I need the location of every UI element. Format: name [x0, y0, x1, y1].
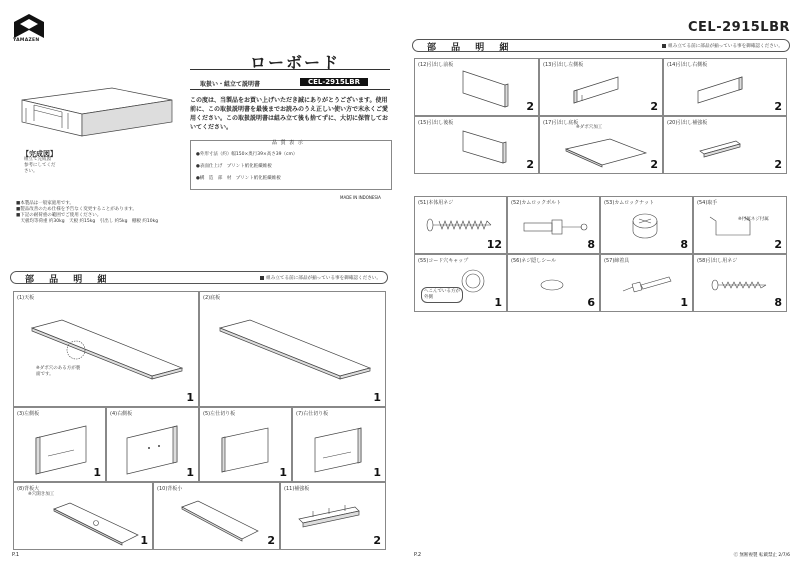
part-qty: 1 — [186, 391, 194, 404]
page-number-2: P.2 — [414, 552, 422, 558]
part-qty: 2 — [650, 158, 658, 171]
cord-cap-icon — [459, 267, 489, 297]
part-qty: 8 — [587, 238, 595, 251]
drawer-reinforcement-drawing — [700, 139, 750, 163]
copyright: Ⓒ 無断複製 転載禁止 2/7/6 — [733, 553, 790, 558]
part-label: (58)引出し用ネジ — [697, 258, 738, 264]
parts-header-p2 — [412, 39, 790, 52]
back-board-small-drawing — [182, 499, 272, 547]
drawer-screw-icon — [710, 275, 774, 295]
part-qty: 1 — [93, 466, 101, 479]
quality-row-2: ●表面仕上げ プリント紙化粧繊維板 — [196, 164, 272, 169]
parts-header-note: 組み立てる前に部品が揃っている事を御確認ください。 — [668, 44, 783, 49]
cam-lock-bolt-icon — [522, 217, 592, 237]
drawer-part-20 — [663, 116, 787, 174]
right-side-board-drawing — [127, 422, 187, 478]
right-divider-drawing — [315, 422, 375, 478]
part-label: (2)底板 — [203, 295, 221, 301]
square-bullet-icon — [662, 44, 666, 48]
part-label: (3)左側板 — [17, 411, 40, 417]
complete-note: 組立て完成図 参考にしてください。 — [24, 157, 56, 174]
hardware-52 — [507, 196, 600, 254]
part-label: (56)ネジ隠しシール — [511, 258, 557, 264]
intro-text: この度は、当製品をお買い上げいただき誠にありがとうございます。使用前に、この取扱説明書を最後までお読みのうえ正しい使い方で末永くご愛用ください。この取扱説明書は組み立て後も捨てずに、大切に保管しておいてください。 — [190, 97, 389, 131]
part-label: (10)背板小 — [157, 486, 183, 492]
drawer-part-13 — [539, 58, 663, 116]
cam-lock-nut-icon — [631, 211, 661, 245]
part-qty: 1 — [186, 466, 194, 479]
part-label: (17)引出し底板 — [543, 120, 579, 126]
part-note: ※付属ネジ付属 — [738, 217, 769, 222]
brand-name: YAMAZEN — [13, 38, 40, 43]
part-qty: 8 — [680, 238, 688, 251]
part-qty: 2 — [774, 100, 782, 113]
part-label: (54)取手 — [697, 200, 718, 206]
part-label: (4)右側板 — [110, 411, 133, 417]
part-cell-11 — [280, 482, 386, 550]
part-qty: 2 — [774, 158, 782, 171]
part-qty: 1 — [279, 466, 287, 479]
drawer-back-drawing — [463, 127, 523, 173]
left-note-3: ■下記の耐荷重の範囲でご使用ください。 — [16, 213, 102, 218]
part-note: ※ダボ穴のある方が裏面です。 — [36, 366, 81, 377]
part-qty: 8 — [774, 296, 782, 309]
screw-icon — [425, 215, 501, 235]
part-label: (52)カムロックボルト — [511, 200, 562, 206]
part-label: (12)引出し前板 — [418, 62, 454, 68]
part-label: (8)背板大 — [17, 486, 40, 492]
part-label: (15)引出し後板 — [418, 120, 454, 126]
part-qty: 6 — [587, 296, 595, 309]
part-qty: 2 — [267, 534, 275, 547]
part-label: (13)引出し左側板 — [543, 62, 584, 68]
hardware-57 — [600, 254, 693, 312]
part-label: (5)左仕切り板 — [203, 411, 236, 417]
part-qty: 2 — [373, 534, 381, 547]
parts-header-title: 部 品 明 細 — [25, 275, 113, 285]
part-qty: 1 — [140, 534, 148, 547]
part-cell-2 — [199, 291, 386, 407]
part-qty: 2 — [526, 158, 534, 171]
drawer-part-17 — [539, 116, 663, 174]
hardware-53 — [600, 196, 693, 254]
drawer-part-14 — [663, 58, 787, 116]
screw-cover-sticker-icon — [538, 277, 568, 293]
part-cell-6 — [292, 407, 386, 482]
back-board-large-drawing — [54, 501, 144, 549]
parts-header-title: 部 品 明 細 — [427, 43, 515, 53]
part-qty: 12 — [486, 238, 502, 251]
part-cell-4 — [106, 407, 199, 482]
left-note-4: 天板均等荷重 約30kg 天板 約15kg 引出し 約5kg 棚板 約10kg — [16, 219, 159, 224]
drawer-part-12 — [414, 58, 539, 116]
left-note-1: ■本製品は一般家庭用です。 — [16, 201, 74, 206]
part-note: ※ダボ穴加工 — [576, 125, 603, 130]
part-note: へこんでいる方が外側 — [421, 287, 463, 303]
product-title: ローボード — [250, 53, 341, 72]
manual-label: 取扱い・組立て説明書 — [200, 81, 261, 88]
part-qty: 1 — [680, 296, 688, 309]
part-qty: 2 — [774, 238, 782, 251]
handle-icon — [706, 213, 756, 243]
drawer-right-side-drawing — [698, 71, 758, 111]
hardware-54 — [693, 196, 787, 254]
drawer-left-side-drawing — [574, 71, 634, 111]
part-label: (53)カムロックナット — [604, 200, 655, 206]
reinforcement-board-drawing — [299, 497, 369, 537]
complete-label: 【完成図】 — [22, 150, 57, 158]
part-cell-5 — [199, 407, 292, 482]
part-label: (7)右仕切り板 — [296, 411, 329, 417]
part-label: (57)締着具 — [604, 258, 630, 264]
part-label: (51)本体用ネジ — [418, 200, 454, 206]
part-qty: 1 — [373, 391, 381, 404]
part-cell-3 — [13, 407, 106, 482]
complete-drawing — [12, 88, 182, 148]
parts-header-p1 — [10, 271, 388, 284]
quality-row-3: ●構 造 部 材 プリント紙化粧繊維板 — [196, 176, 281, 181]
part-label: (11)補強板 — [284, 486, 310, 492]
left-side-board-drawing — [36, 422, 96, 478]
part-label: (14)引出し右側板 — [667, 62, 708, 68]
made-in: MADE IN INDONESIA — [340, 195, 381, 200]
part-cell-1 — [13, 291, 199, 407]
drawer-part-15 — [414, 116, 539, 174]
part-qty: 2 — [526, 100, 534, 113]
part-cell-8 — [13, 482, 153, 550]
drawer-bottom-drawing — [566, 135, 646, 171]
quality-label: 品 質 表 示 — [272, 140, 304, 146]
hardware-56 — [507, 254, 600, 312]
parts-header-note: 組み立てる前に部品が揃っている事を御確認ください。 — [266, 276, 381, 281]
part-label: (1)天板 — [17, 295, 35, 301]
square-bullet-icon — [260, 276, 264, 280]
yamazen-logo-icon — [14, 14, 44, 38]
left-divider-drawing — [222, 422, 282, 478]
part-cell-10 — [153, 482, 280, 550]
part-qty: 2 — [650, 100, 658, 113]
part-note: ※穴開き加工 — [28, 492, 55, 497]
hardware-58 — [693, 254, 787, 312]
hardware-55 — [414, 254, 507, 312]
bottom-board-drawing — [220, 314, 380, 384]
manual-model: CEL-2915LBR — [300, 78, 368, 86]
part-qty: 1 — [373, 466, 381, 479]
drawer-front-drawing — [463, 67, 523, 113]
fastener-icon — [621, 275, 677, 299]
part-label: (55)コード穴キャップ — [418, 258, 469, 264]
page-number-1: P.1 — [12, 552, 20, 558]
brand-logo — [14, 14, 44, 46]
quality-row-1: ●外形寸法（約）幅150×奥行39×高さ39（cm） — [196, 152, 298, 157]
left-note-2: ■製品改善のため仕様を予告なく変更することがあります。 — [16, 207, 137, 212]
part-qty: 1 — [494, 296, 502, 309]
part-label: (20)引出し補強板 — [667, 120, 708, 126]
model-number-header: CEL-2915LBR — [688, 20, 790, 35]
hardware-51 — [414, 196, 507, 254]
